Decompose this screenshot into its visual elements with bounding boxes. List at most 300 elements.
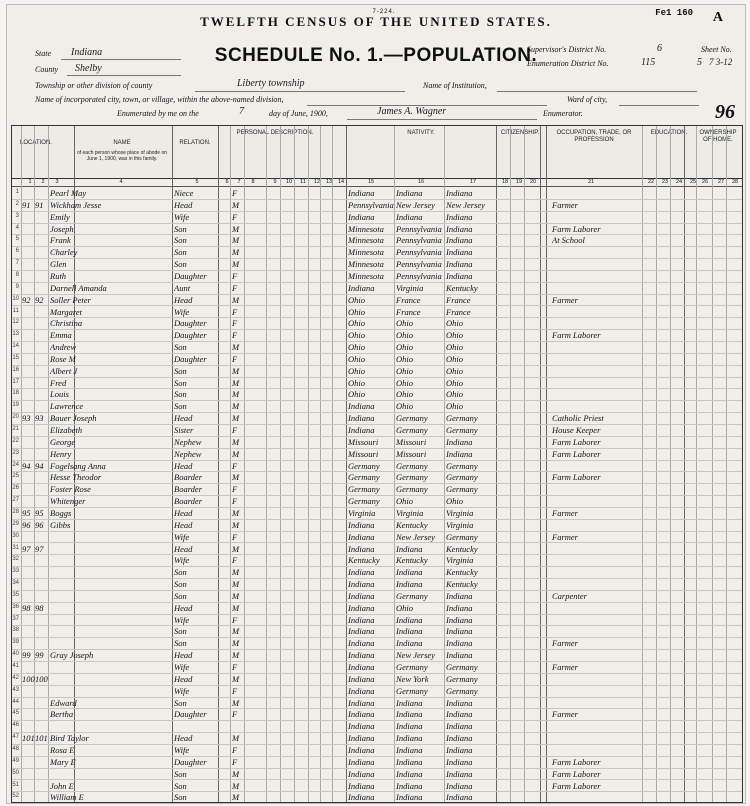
sex: M	[232, 448, 240, 459]
population-table	[11, 125, 743, 803]
occupation: Farm Laborer	[552, 448, 601, 459]
sex: F	[232, 555, 238, 566]
line-number: 12	[12, 319, 19, 326]
sex: M	[232, 365, 240, 376]
mother-birthplace: France	[446, 294, 471, 305]
father-birthplace: New Jersey	[396, 650, 435, 661]
birthplace: Minnesota	[348, 247, 384, 258]
birthplace: Indiana	[348, 709, 375, 720]
column-number: 17	[469, 179, 477, 185]
line-number: 22	[12, 437, 19, 444]
relation: Wife	[174, 211, 190, 222]
line-number: 24	[12, 461, 19, 468]
line-number: 2	[15, 200, 19, 207]
relation: Head	[174, 602, 193, 613]
person-name: Lawrence	[50, 401, 84, 412]
birthplace: Kentucky	[348, 555, 380, 566]
column-number: 9	[273, 179, 277, 185]
father-birthplace: Indiana	[396, 638, 423, 649]
father-birthplace: Indiana	[396, 626, 423, 637]
relation: Son	[174, 235, 187, 246]
birthplace: Missouri	[348, 436, 379, 447]
relation: Daughter	[174, 318, 207, 329]
father-birthplace: Ohio	[396, 365, 413, 376]
mother-birthplace: Indiana	[446, 270, 473, 281]
sex: M	[232, 223, 240, 234]
header-location: LOCATION.	[20, 140, 52, 146]
relation: Wife	[174, 685, 190, 696]
birthplace: Pennsylvania	[348, 199, 394, 210]
line-number: 48	[12, 745, 19, 752]
occupation: Farmer	[552, 199, 578, 210]
sex: F	[232, 662, 238, 672]
line-number: 18	[12, 390, 19, 397]
person-name: Foster Rose	[50, 484, 91, 495]
relation: Wife	[174, 306, 190, 317]
birthplace: Germany	[348, 460, 380, 471]
birthplace: Indiana	[348, 567, 375, 578]
mother-birthplace: Kentucky	[446, 567, 478, 578]
sex: F	[232, 306, 238, 317]
mother-birthplace: Indiana	[446, 188, 473, 198]
column-number: 10	[285, 179, 293, 185]
county-value: Shelby	[75, 63, 102, 74]
day-of-label: day of June, 1900,	[269, 109, 328, 118]
birthplace: Minnesota	[348, 235, 384, 246]
sex: M	[232, 638, 240, 649]
line-number: 52	[12, 793, 19, 800]
line-number: 4	[15, 224, 19, 231]
enumerator-label: Enumerator.	[543, 109, 583, 118]
sex: F	[232, 353, 238, 364]
line-number: 39	[12, 639, 19, 646]
family-number: 91	[35, 199, 44, 210]
sex: F	[232, 531, 238, 542]
relation: Boarder	[174, 496, 203, 507]
birthplace: Indiana	[348, 685, 375, 696]
enumerator-value: James A. Wagner	[377, 106, 447, 117]
relation: Aunt	[174, 282, 191, 293]
census-title: TWELFTH CENSUS OF THE UNITED STATES.	[200, 14, 552, 29]
sex: F	[232, 744, 238, 755]
father-birthplace: Indiana	[396, 721, 423, 732]
mother-birthplace: Ohio	[446, 496, 463, 507]
column-number: 19	[515, 179, 523, 185]
birthplace: Germany	[348, 472, 380, 483]
census-sheet	[6, 4, 746, 804]
line-number: 14	[12, 343, 19, 350]
column-number: 4	[119, 179, 123, 185]
occupation: Farm Laborer	[552, 472, 601, 483]
birthplace: Ohio	[348, 294, 365, 305]
relation: Son	[174, 792, 187, 803]
father-birthplace: Ohio	[396, 330, 413, 341]
mother-birthplace: Virginia	[446, 555, 474, 566]
person-name: Emily	[50, 211, 70, 222]
relation: Son	[174, 567, 187, 578]
relation: Daughter	[174, 709, 207, 720]
birthplace: Indiana	[348, 792, 375, 803]
person-name: Charley	[50, 247, 78, 258]
mother-birthplace: Indiana	[446, 223, 473, 234]
father-birthplace: Indiana	[396, 543, 423, 554]
relation: Son	[174, 590, 187, 601]
line-number: 27	[12, 497, 19, 504]
relation: Son	[174, 247, 187, 258]
mother-birthplace: Kentucky	[446, 282, 478, 293]
sex: M	[232, 590, 240, 601]
township-value: Liberty township	[237, 78, 305, 89]
line-number: 8	[15, 271, 19, 278]
mother-birthplace: Germany	[446, 460, 478, 471]
birthplace: Germany	[348, 484, 380, 495]
person-name: Rose M	[50, 353, 76, 364]
mother-birthplace: Germany	[446, 673, 478, 684]
line-number: 28	[12, 508, 19, 515]
line-number: 10	[12, 295, 19, 302]
line-number: 1	[15, 189, 19, 195]
column-number: 28	[731, 179, 739, 185]
sex: F	[232, 709, 238, 720]
father-birthplace: Virginia	[396, 507, 424, 518]
birthplace: Indiana	[348, 590, 375, 601]
relation: Head	[174, 733, 193, 744]
family-number: 96	[35, 519, 44, 530]
header-education: EDUCATION.	[650, 130, 688, 136]
line-number: 6	[15, 248, 19, 255]
sheet-extra: 7 3-12	[709, 57, 733, 67]
family-number: 99	[35, 650, 44, 661]
line-number: 30	[12, 532, 19, 539]
sex: M	[232, 768, 240, 779]
dwelling-number: 95	[22, 507, 31, 518]
sex: M	[232, 507, 240, 518]
father-birthplace: Virginia	[396, 282, 424, 293]
father-birthplace: Ohio	[396, 401, 413, 412]
sex: M	[232, 519, 240, 530]
sex: M	[232, 294, 240, 305]
father-birthplace: New Jersey	[396, 199, 435, 210]
father-birthplace: France	[396, 306, 421, 317]
person-name: Bertha	[50, 709, 74, 720]
person-name: John E	[50, 780, 74, 791]
birthplace: Indiana	[348, 638, 375, 649]
relation: Head	[174, 519, 193, 530]
father-birthplace: Indiana	[396, 188, 423, 198]
person-name: Andrew	[50, 342, 77, 353]
relation: Head	[174, 673, 193, 684]
line-number: 36	[12, 603, 19, 610]
sex: M	[232, 389, 240, 400]
sex: F	[232, 496, 238, 507]
family-number: 98	[35, 602, 44, 613]
person-name: Christina	[50, 318, 83, 329]
occupation: Farm Laborer	[552, 780, 601, 791]
father-birthplace: Pennsylvania	[396, 259, 442, 270]
sex: F	[232, 425, 238, 435]
header-occupation: OCCUPATION, TRADE, OR PROFESSION	[556, 130, 632, 143]
person-name: Wickham Jesse	[50, 199, 102, 210]
birthplace: Indiana	[348, 401, 375, 412]
dwelling-number: 99	[22, 650, 31, 661]
sex: F	[232, 211, 238, 222]
sex: F	[232, 282, 238, 293]
person-name: Glen	[50, 259, 67, 270]
person-name: Gibbs	[50, 519, 71, 530]
person-name: Rosa E	[50, 744, 75, 755]
line-number: 37	[12, 615, 19, 622]
mother-birthplace: Germany	[446, 425, 478, 435]
line-number: 35	[12, 591, 19, 598]
mother-birthplace: Ohio	[446, 353, 463, 364]
sheet-label: Sheet No.	[701, 45, 732, 54]
birthplace: Indiana	[348, 780, 375, 791]
birthplace: Ohio	[348, 342, 365, 353]
birthplace: Indiana	[348, 413, 375, 424]
father-birthplace: Germany	[396, 662, 428, 672]
birthplace: Indiana	[348, 602, 375, 613]
relation: Head	[174, 199, 193, 210]
occupation: Farm Laborer	[552, 436, 601, 447]
column-number: 18	[501, 179, 509, 185]
mother-birthplace: Indiana	[446, 247, 473, 258]
sex: M	[232, 247, 240, 258]
relation: Boarder	[174, 484, 203, 495]
relation: Head	[174, 413, 193, 424]
header-nativity: NATIVITY.	[407, 130, 435, 136]
sex: F	[232, 270, 238, 281]
relation: Son	[174, 223, 187, 234]
father-birthplace: Germany	[396, 413, 428, 424]
father-birthplace: Germany	[396, 472, 428, 483]
birthplace: Indiana	[348, 744, 375, 755]
father-birthplace: Indiana	[396, 697, 423, 708]
relation: Son	[174, 768, 187, 779]
line-number: 34	[12, 580, 19, 587]
birthplace: Indiana	[348, 662, 375, 672]
birthplace: Ohio	[348, 377, 365, 388]
mother-birthplace: Germany	[446, 662, 478, 672]
column-number: 26	[701, 179, 709, 185]
column-number: 7	[237, 179, 241, 185]
sex: F	[232, 484, 238, 495]
sex: M	[232, 733, 240, 744]
father-birthplace: Indiana	[396, 614, 423, 625]
line-number: 29	[12, 520, 19, 527]
form-number: 7-224.	[372, 9, 396, 15]
line-number: 43	[12, 686, 19, 693]
sex: M	[232, 436, 240, 447]
father-birthplace: Missouri	[396, 436, 427, 447]
occupation: Farm Laborer	[552, 756, 601, 767]
relation: Wife	[174, 662, 190, 672]
sex: M	[232, 543, 240, 554]
father-birthplace: Germany	[396, 484, 428, 495]
father-birthplace: Germany	[396, 425, 428, 435]
relation: Daughter	[174, 353, 207, 364]
birthplace: Minnesota	[348, 223, 384, 234]
mother-birthplace: Germany	[446, 484, 478, 495]
column-number: 27	[717, 179, 725, 185]
family-number: 101	[35, 733, 48, 744]
relation: Wife	[174, 555, 190, 566]
mother-birthplace: Indiana	[446, 650, 473, 661]
occupation: House Keeper	[552, 425, 601, 435]
line-number: 40	[12, 651, 19, 658]
mother-birthplace: France	[446, 306, 471, 317]
relation: Head	[174, 650, 193, 661]
mother-birthplace: Kentucky	[446, 543, 478, 554]
father-birthplace: Indiana	[396, 211, 423, 222]
person-name: Fred	[50, 377, 67, 388]
enum-district-value: 115	[641, 57, 656, 68]
birthplace: Indiana	[348, 614, 375, 625]
occupation: Catholic Priest	[552, 413, 604, 424]
dwelling-number: 100	[22, 673, 35, 684]
dwelling-number: 97	[22, 543, 31, 554]
father-birthplace: Germany	[396, 685, 428, 696]
father-birthplace: Indiana	[396, 733, 423, 744]
mother-birthplace: Indiana	[446, 211, 473, 222]
supervisor-label: Supervisor's District No.	[527, 45, 607, 54]
birthplace: Indiana	[348, 626, 375, 637]
enum-district-label: Enumeration District No.	[527, 59, 609, 68]
father-birthplace: Germany	[396, 590, 428, 601]
line-number: 44	[12, 698, 19, 705]
father-birthplace: Indiana	[396, 792, 423, 803]
column-number: 24	[675, 179, 683, 185]
line-number: 51	[12, 781, 19, 788]
line-number: 46	[12, 722, 19, 729]
father-birthplace: Germany	[396, 460, 428, 471]
father-birthplace: Ohio	[396, 342, 413, 353]
mother-birthplace: Germany	[446, 685, 478, 696]
sex: F	[232, 756, 238, 767]
mother-birthplace: Indiana	[446, 733, 473, 744]
relation: Nephew	[174, 448, 202, 459]
relation: Son	[174, 377, 187, 388]
sex: M	[232, 697, 240, 708]
person-name: Mary E	[50, 756, 76, 767]
sex: M	[232, 235, 240, 246]
person-name: George	[50, 436, 76, 447]
father-birthplace: Ohio	[396, 602, 413, 613]
birthplace: Indiana	[348, 425, 375, 435]
line-number: 19	[12, 402, 19, 409]
birthplace: Missouri	[348, 448, 379, 459]
person-name: Ruth	[50, 270, 67, 281]
birthplace: Indiana	[348, 188, 375, 198]
mother-birthplace: Ohio	[446, 342, 463, 353]
sex: M	[232, 780, 240, 791]
father-birthplace: Indiana	[396, 744, 423, 755]
mother-birthplace: Ohio	[446, 318, 463, 329]
line-number: 21	[12, 426, 19, 432]
birthplace: Ohio	[348, 318, 365, 329]
line-number: 41	[12, 663, 19, 669]
mother-birthplace: Virginia	[446, 519, 474, 530]
line-number: 13	[12, 331, 19, 338]
occupation: Farmer	[552, 662, 578, 672]
incorporated-label: Name of incorporated city, town, or village, within the above-named division,	[35, 95, 284, 104]
birthplace: Indiana	[348, 543, 375, 554]
county-label: County	[35, 65, 59, 74]
sex: M	[232, 602, 240, 613]
line-number: 31	[12, 544, 19, 551]
father-birthplace: Indiana	[396, 768, 423, 779]
person-name: Elizabeth	[50, 425, 83, 435]
column-number-row	[12, 178, 742, 187]
birthplace: Minnesota	[348, 270, 384, 281]
column-number: 20	[529, 179, 537, 185]
person-name: Bauer Joseph	[50, 413, 97, 424]
birthplace: Indiana	[348, 519, 375, 530]
relation: Boarder	[174, 472, 203, 483]
father-birthplace: Pennsylvania	[396, 270, 442, 281]
family-number: 97	[35, 543, 44, 554]
column-number: 2	[41, 179, 45, 185]
father-birthplace: Pennsylvania	[396, 235, 442, 246]
father-birthplace: Missouri	[396, 448, 427, 459]
sex: F	[232, 460, 238, 471]
sex: M	[232, 626, 240, 637]
schedule-title: SCHEDULE No. 1.—POPULATION.	[214, 45, 538, 66]
sex: M	[232, 673, 240, 684]
mother-birthplace: Ohio	[446, 401, 463, 412]
father-birthplace: Ohio	[396, 353, 413, 364]
handwritten-page-number: 96	[715, 101, 735, 123]
sex: M	[232, 413, 240, 424]
relation: Sister	[174, 425, 194, 435]
birthplace: Indiana	[348, 768, 375, 779]
mother-birthplace: Indiana	[446, 744, 473, 755]
column-number: 12	[313, 179, 321, 185]
person-name: Emma	[50, 330, 72, 341]
mother-birthplace: Indiana	[446, 780, 473, 791]
relation: Head	[174, 460, 193, 471]
father-birthplace: Indiana	[396, 567, 423, 578]
mother-birthplace: Ohio	[446, 377, 463, 388]
sex: F	[232, 685, 238, 696]
line-number: 17	[12, 378, 19, 385]
birthplace: Indiana	[348, 673, 375, 684]
person-name: Bird Taylor	[50, 733, 89, 744]
sex: F	[232, 188, 238, 198]
family-number: 94	[35, 460, 44, 471]
father-birthplace: France	[396, 294, 421, 305]
relation: Son	[174, 365, 187, 376]
birthplace: Ohio	[348, 389, 365, 400]
dwelling-number: 98	[22, 602, 31, 613]
relation: Son	[174, 638, 187, 649]
line-number: 9	[15, 283, 19, 290]
column-number: 16	[417, 179, 425, 185]
dwelling-number: 96	[22, 519, 31, 530]
relation: Wife	[174, 744, 190, 755]
family-number: 92	[35, 294, 44, 305]
father-birthplace: New York	[396, 673, 429, 684]
mother-birthplace: Ohio	[446, 389, 463, 400]
mother-birthplace: Germany	[446, 472, 478, 483]
line-number: 5	[15, 236, 19, 243]
column-number: 21	[587, 179, 595, 185]
person-name: Darnell Amanda	[50, 282, 107, 293]
header-ownership: OWNERSHIP OF HOME.	[699, 130, 737, 143]
relation: Niece	[174, 188, 194, 198]
line-number: 20	[12, 414, 19, 421]
father-birthplace: Indiana	[396, 780, 423, 791]
birthplace: Ohio	[348, 306, 365, 317]
